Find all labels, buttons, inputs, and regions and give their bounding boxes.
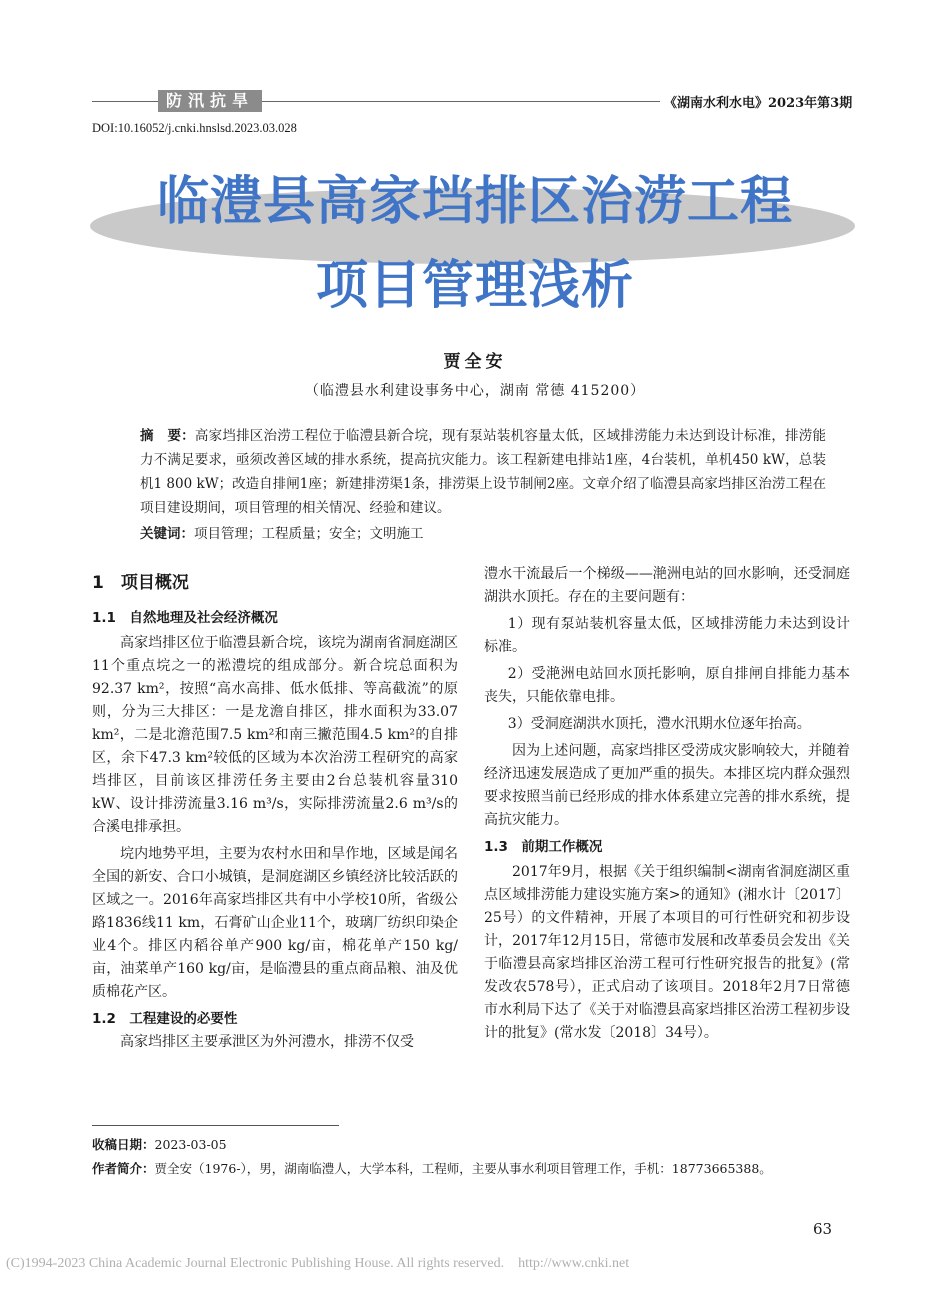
section-1-1-paragraph-2: 垸内地势平坦，主要为农村水田和旱作地，区域是闻名全国的新安、合口小城镇，是洞庭湖区乡镇经济比较活跃的区域之一。2016年高家垱排区共有中小学校10所，省级公路1836线11 km，石膏矿山企业11个，玻璃厂纺织印染企业4个。排区内稻谷单产900 kg/亩，棉花单产150 kg/亩，油菜单产160 kg/亩，是临澧县的重点商品粮、油及优质棉花产区。	[92, 846, 458, 1000]
abstract	[140, 424, 826, 520]
footnote-rule	[92, 1125, 339, 1126]
bio-label: 作者简介：	[92, 1161, 155, 1176]
title-line-1: 临澧县高家垱排区治涝工程	[156, 172, 793, 232]
keywords-label: 关键词：	[140, 526, 194, 542]
section-1-3-paragraph-1: 2017年9月，根据《关于组织编制<湖南省洞庭湖区重点区域排涝能力建设实施方案>的通知》(湘水计〔2017〕25号）的文件精神，开展了本项目的可行性研究和初步设计，2017年12月15日，常德市发展和改革委员会发出《关于临澧县高家垱排区治涝工程可行性研究报告的批复》(常发改农578号），正式启动了该项目。2018年2月7日常德市水利局下达了《关于对临澧县高家垱排区治涝工程初步设计的批复》(常水发〔2018〕34号）。	[484, 864, 850, 1041]
received-label: 收稿日期：	[92, 1137, 155, 1152]
keywords	[140, 522, 826, 546]
section-1-2-paragraph-1-continued	[484, 563, 850, 609]
author: 贾全安	[443, 352, 507, 372]
section-1-2-paragraph-1-tail: 澧水干流最后一个梯级——滟洲电站的回水影响，还受洞庭湖洪水顶托。存在的主要问题有：	[484, 566, 850, 605]
problem-item-1: 1）现有泵站装机容量太低，区域排涝能力未达到设计标准。	[484, 616, 850, 655]
affiliation: （临澧县水利建设事务中心，湖南 常德 415200）	[304, 383, 646, 399]
section-1-heading: 1 项目概况	[92, 573, 189, 593]
left-column	[92, 572, 458, 1054]
section-1-1-heading: 1.1 自然地理及社会经济概况	[92, 610, 278, 626]
header-rule-right	[262, 101, 660, 102]
section-1-2-heading: 1.2 工程建设的必要性	[92, 1011, 238, 1027]
right-column	[484, 563, 850, 1045]
keywords-text: 项目管理；工程质量；安全；文明施工	[194, 526, 424, 542]
problem-item-3: 3）受洞庭湖洪水顶托，澧水汛期水位逐年抬高。	[507, 716, 811, 732]
author-bio	[92, 1159, 852, 1177]
title-line-2: 项目管理浅析	[315, 256, 634, 316]
section-tag: 防汛抗旱	[158, 90, 262, 112]
copyright-watermark: (C)1994-2023 China Academic Journal Electronic Publishing House. All rights reserved. http://www.cnki.net	[6, 1256, 630, 1271]
doi: DOI:10.16052/j.cnki.hnslsd.2023.03.028	[92, 121, 297, 135]
journal-issue: 《湖南水利水电》2023年第3期	[664, 96, 853, 111]
section-1-1-paragraph-1: 高家垱排区位于临澧县新合垸，该垸为湖南省洞庭湖区11个重点垸之一的淞澧垸的组成部分。新合垸总面积为92.37 km²，按照“高水高排、低水低排、等高截流”的原则，分为三大排区：一是龙澹自排区，排水面积为33.07 km²，二是北澹范围7.5 km²和南三撇范围4.5 km²的自排区，余下47.3 km²较低的区域为本次治涝工程研究的高家垱排区，目前该区排涝任务主要由2台总装机容量310 kW、设计排涝流量3.16 m³/s，实际排涝流量2.6 m³/s的合溪电排承担。	[92, 635, 458, 835]
bio-value: 贾全安（1976-），男，湖南临澧人，大学本科，工程师，主要从事水利项目管理工作，手机：18773665388。	[154, 1161, 772, 1176]
section-1-3-heading: 1.3 前期工作概况	[484, 839, 603, 855]
section-1-2-paragraph-2: 因为上述问题，高家垱排区受涝成灾影响较大，并随着经济迅速发展造成了更加严重的损失。本排区垸内群众强烈要求按照当前已经形成的排水体系建立完善的排水系统，提高抗灾能力。	[484, 743, 850, 828]
received-value: 2023-03-05	[154, 1137, 227, 1152]
page-number: 63	[813, 1220, 833, 1238]
problem-item-2: 2）受滟洲电站回水顶托影响，原自排闸自排能力基本丧失，只能依靠电排。	[484, 666, 850, 705]
received-date	[92, 1135, 227, 1153]
abstract-text: 高家垱排区治涝工程位于临澧县新合垸，现有泵站装机容量太低，区域排涝能力未达到设计标准，排涝能力不满足要求，亟须改善区域的排水系统，提高抗灾能力。该工程新建电排站1座，4台装机，单机450 kW，总装机1 800 kW；改造自排闸1座；新建排涝渠1条，排涝渠上设节制闸2座。文章介绍了临澧县高家垱排区治涝工程在项目建设期间，项目管理的相关情况、经验和建议。	[140, 428, 827, 516]
section-1-2-paragraph-1-start: 高家垱排区主要承泄区为外河澧水，排涝不仅受	[120, 1034, 414, 1050]
header-rule-left	[92, 101, 158, 102]
abstract-label: 摘 要：	[140, 428, 195, 444]
